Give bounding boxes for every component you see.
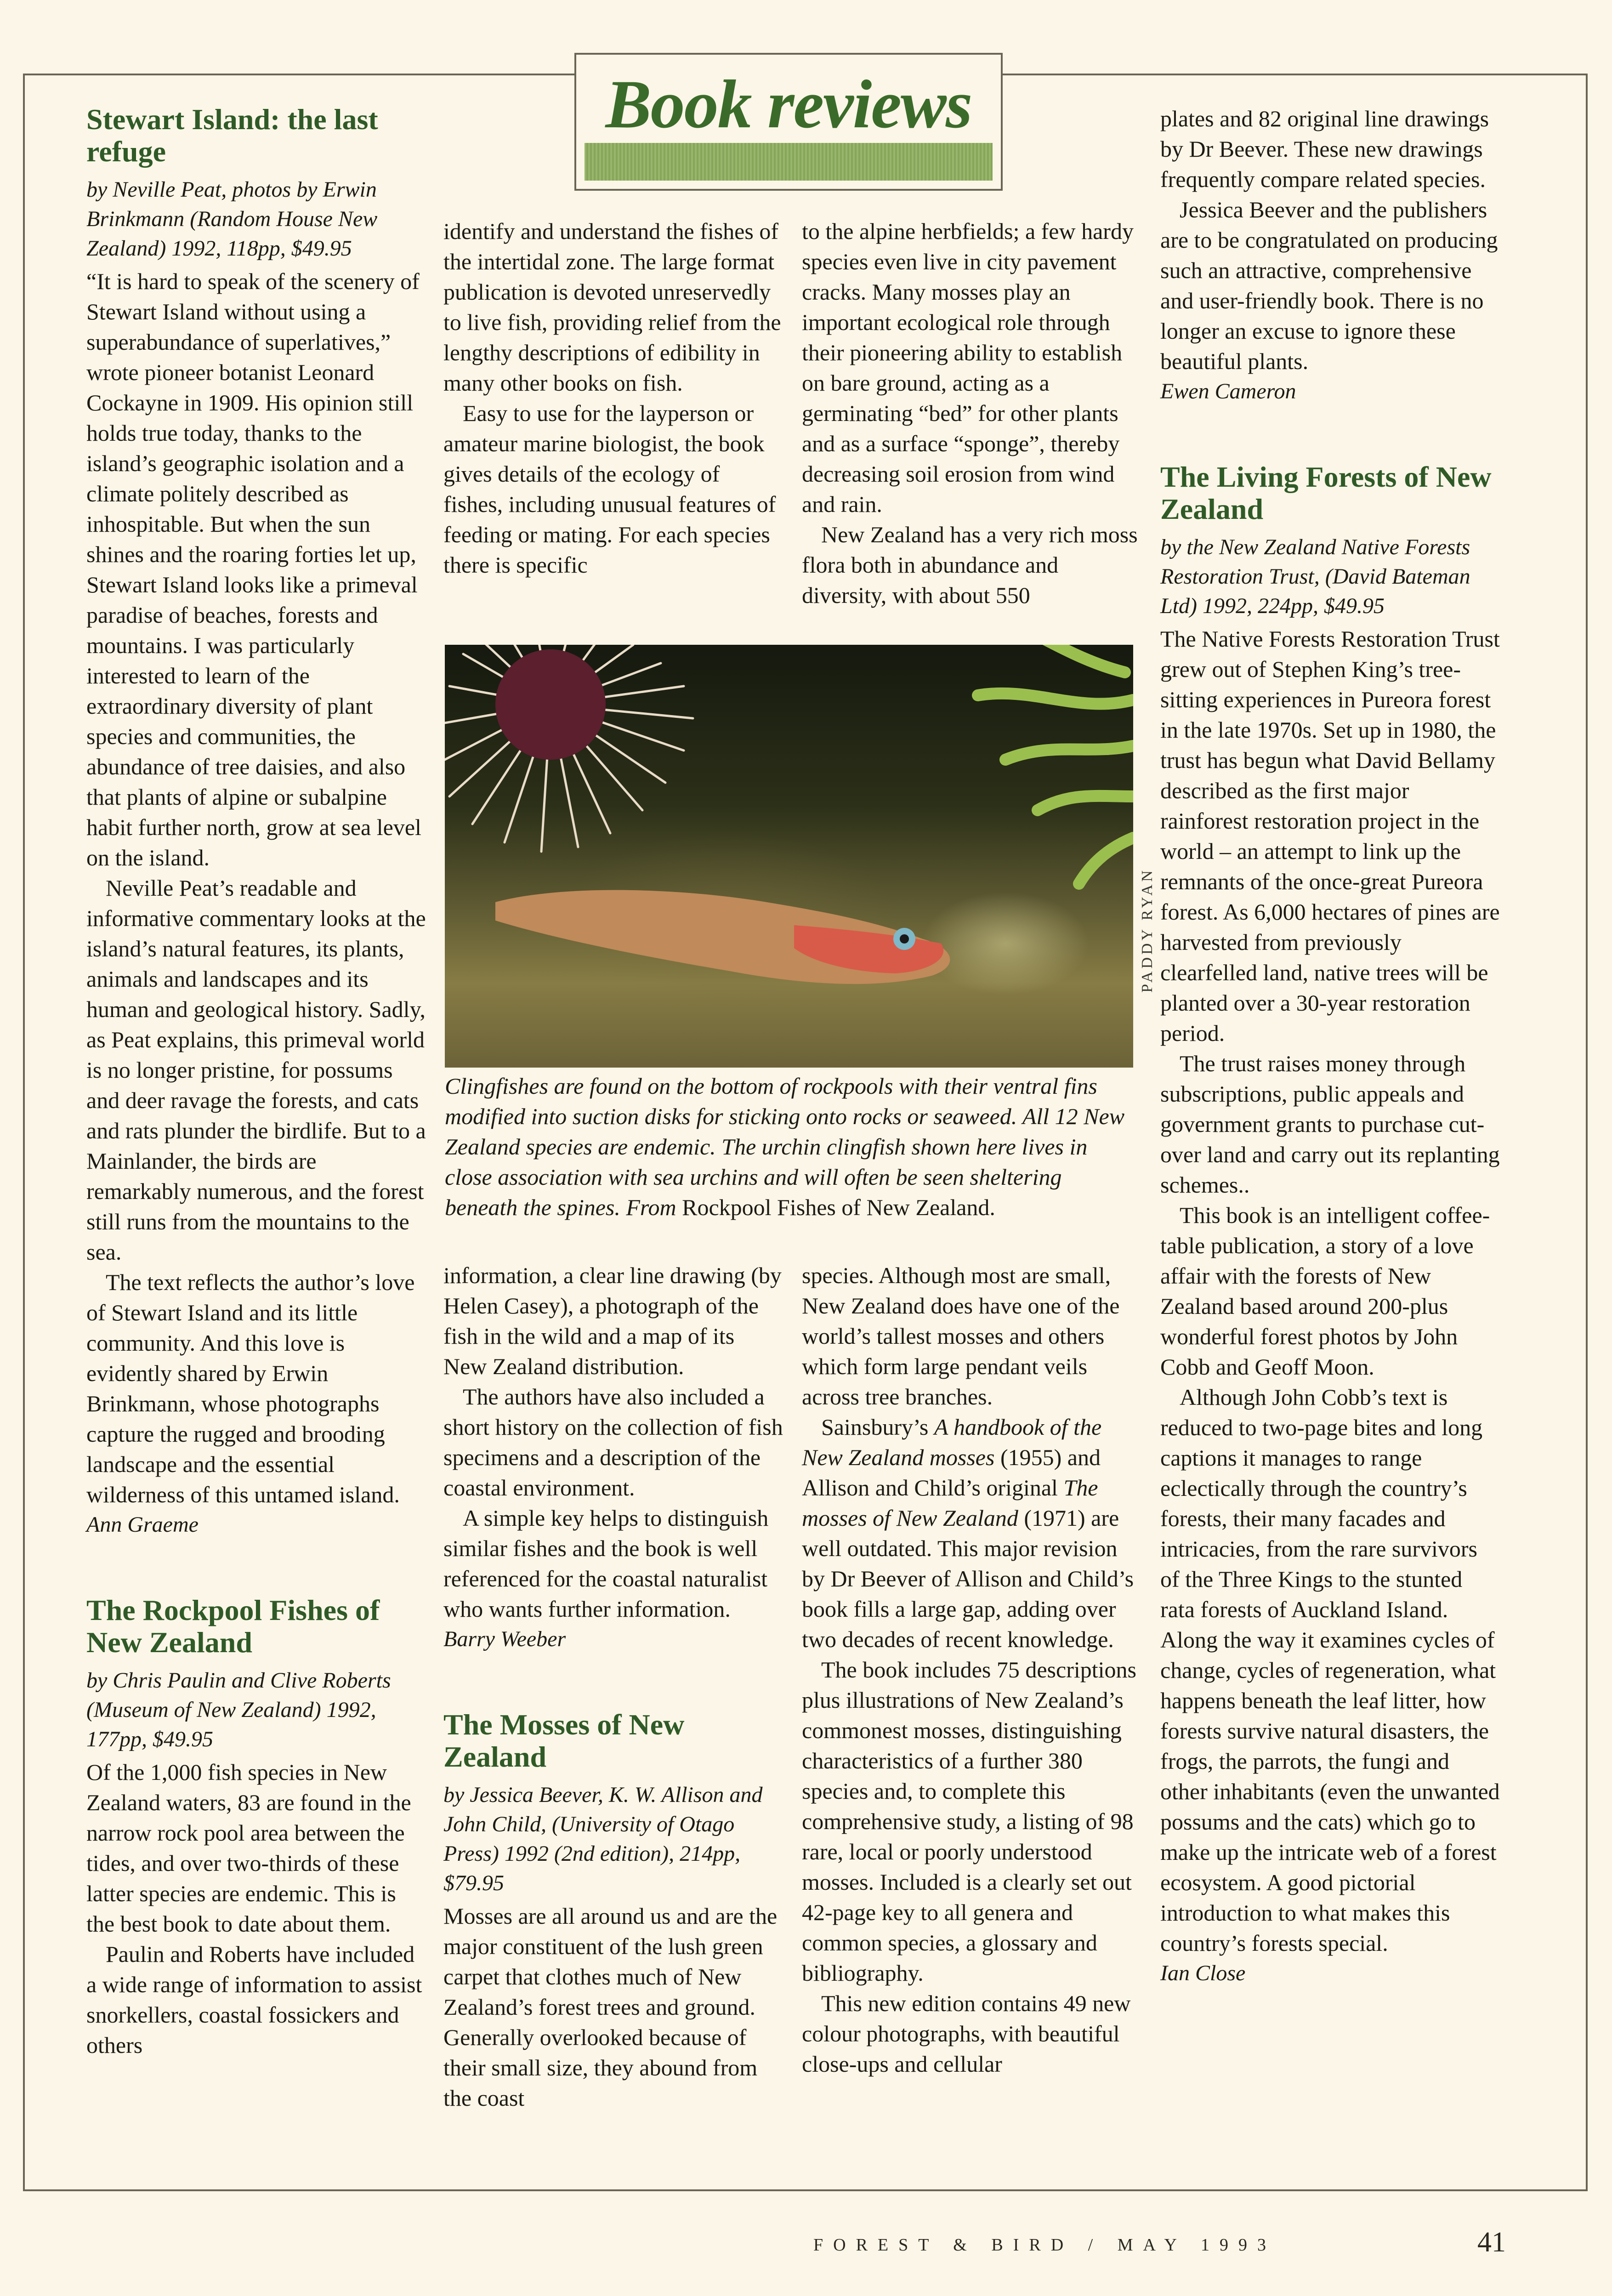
review-signature: Ian Close [1160,1961,1246,1985]
photo-credit: PADDY RYAN [1139,868,1156,993]
review-paragraph: information, a clear line drawing (by Helen Casey), a photograph of the fish in the wild and a map of its New Zealand distribution. [443,1262,782,1379]
review-paragraph: The trust raises money through subscriptions, public appeals and government grants to purchase cut-over land and carry out its replanting schemes.. [1160,1051,1500,1198]
column-3-bottom [802,1260,1142,2079]
review-paragraph: The Native Forests Restoration Trust grew out of Stephen King’s tree-sitting experiences in Pureora forest in the late 1970s. Set up in 1980, the trust has begun what David Bellamy described as the first major rainforest restoration project in the world – an attempt to link up the remnants of the once-great Pureora forest. As 6,000 hectares of pines are harvested from previously clearfelled land, native trees will be planted over a 30-year restoration period. [1160,626,1500,1046]
seaweed [978,645,1133,884]
review-paragraph: Jessica Beever and the publishers are to be congratulated on producing such an attractive, comprehensive and user-friendly book. There is no longer an excuse to ignore these beautiful plants. [1160,197,1498,374]
column-4 [1160,103,1500,1989]
column-3-top [802,216,1142,610]
clingfish [495,890,950,984]
review-byline: by the New Zealand Native Forests Restoration Trust, (David Bateman Ltd) 1992, 224pp, $49.95 [1160,535,1470,618]
review-paragraph: plates and 82 original line drawings by Dr Beever. These new drawings frequently compare related species. [1160,106,1489,192]
review-title-living-forests: The Living Forests of New Zealand [1160,460,1492,525]
review-paragraph: identify and understand the fishes of the intertidal zone. The large format publication is devoted unreservedly to live fish, providing relief from the lengthy descriptions of edibility in many other books on fish. [443,218,781,396]
review-paragraph: New Zealand has a very rich moss flora both in abundance and diversity, with about 550 [802,522,1138,608]
review-byline: by Chris Paulin and Clive Roberts (Museum of New Zealand) 1992, 177pp, $49.95 [86,1668,391,1751]
review-paragraph: Although John Cobb’s text is reduced to two-page bites and long captions it manages to range eclectically through the country’s forests, their many facades and intricacies, from the rare survivors of the Three Kings to the stunted rata forests of Auckland Island. Along the way it examines cycles of change, cycles of regeneration, what happens beneath the leaf litter, how forests survive natural disasters, the frogs, the parrots, the fungi and other inhabitants (even the unwanted possums and the cats) which go to make up the intricate web of a forest ecosystem. A good pictorial introduction to what makes this country’s forests special. [1160,1384,1500,1956]
column-1 [86,103,426,2060]
photo-caption-text: Clingfishes are found on the bottom of rockpools with their ventral fins modified into suction disks for sticking onto rocks or seaweed. All 12 New Zealand species are endemic. The urchin clingfish shown here lives in close association with sea urchins and will often be seen sheltering beneath the spines. From [445,1073,1125,1220]
section-masthead [574,53,1003,191]
column-2-top [443,216,783,580]
review-paragraph: species. Although most are small, New Zealand does have one of the world’s tallest mosses and others which form large pendant veils across tree branches. [802,1262,1120,1409]
review-paragraph: A simple key helps to distinguish similar fishes and the book is well referenced for the coastal naturalist who wants further information. [443,1505,769,1622]
review-paragraph: The text reflects the author’s love of Stewart Island and its little community. And this love is evidently shared by Erwin Brinkmann, whose photographs capture the rugged and brooding landscape and the essential wilderness of this untamed island. [86,1269,415,1507]
review-paragraph: Of the 1,000 fish species in New Zealand waters, 83 are found in the narrow rock pool area between the tides, and over two-thirds of these latter species are endemic. This is the best book to date about them. [86,1759,411,1937]
review-paragraph: Sainsbury’s A handbook of the New Zealand mosses (1955) and Allison and Child’s original The mosses of New Zealand (1971) are well outdated. This major revision by Dr Beever of Allison and Child’s book fills a large gap, adding over two decades of recent knowledge. [802,1414,1134,1652]
review-title-stewart-island: Stewart Island: the last refuge [86,103,378,168]
review-paragraph: This book is an intelligent coffee-table publication, a story of a love affair with the forests of New Zealand based around 200-plus wonderful forest photos by John Cobb and Geoff Moon. [1160,1202,1490,1380]
review-byline: by Jessica Beever, K. W. Allison and John Child, (University of Otago Press) 1992 (2nd edition), 214pp, $79.95 [443,1783,763,1895]
review-title-rockpool-fishes: The Rockpool Fishes of New Zealand [86,1594,380,1659]
review-signature: Ewen Cameron [1160,379,1296,404]
review-paragraph: “It is hard to speak of the scenery of Stewart Island without using a superabundance of superlatives,” wrote pioneer botanist Leonard Cockayne in 1909. His opinion still holds true today, thanks to the island’s geographic isolation and a climate politely described as inhospitable. But when the sun shines and the roaring forties let up, Stewart Island looks like a primeval paradise of beaches, forests and mountains. I was particularly interested to learn of the extraordinary diversity of plant species and communities, the abundance of tree daisies, and also that plants of alpine or subalpine habit further north, grow at sea level on the island. [86,268,421,870]
review-signature: Ann Graeme [86,1512,199,1537]
section-title: Book reviews [605,66,972,142]
clingfish-photo [445,645,1133,1068]
sea-urchin-body [495,649,606,760]
column-2-bottom [443,1260,783,2113]
page-number: 41 [1477,2227,1506,2258]
photo-caption [445,1071,1134,1222]
review-paragraph: Neville Peat’s readable and informative commentary looks at the island’s natural features, its plants, animals and landscapes and its human and geological history. Sadly, as Peat explains, this primeval world is no longer pristine, for possums and deer ravage the forests, and cats and rats plunder the birdlife. But to a Mainlander, the birds are remarkably numerous, and the forest still runs from the mountains to the sea. [86,875,426,1265]
review-signature: Barry Weeber [443,1627,566,1651]
review-title-mosses: The Mosses of New Zealand [443,1708,685,1773]
running-footer: FOREST & BIRD / MAY 1993 [813,2235,1276,2255]
masthead-green-bar [585,143,993,181]
review-paragraph: to the alpine herbfields; a few hardy species even live in city pavement cracks. Many mosses play an important ecological role through their pioneering ability to establish on bare ground, acting as a germinating “bed” for other plants and as a surface “sponge”, thereby decreasing soil erosion from wind and rain. [802,218,1134,517]
review-paragraph: The book includes 75 descriptions plus illustrations of New Zealand’s commonest mosses, distinguishing characteristics of a further 380 species and, to complete this comprehensive study, a listing of 98 rare, local or poorly understood mosses. Included is a clearly set out 42-page key to all genera and common species, a glossary and bibliography. [802,1657,1136,1986]
review-paragraph: Mosses are all around us and are the major constituent of the lush green carpet that clothes much of New Zealand’s forest trees and ground. Generally overlooked because of their small size, they abound from the coast [443,1903,778,2111]
photo-illustration [445,645,1133,1068]
review-byline: by Neville Peat, photos by Erwin Brinkmann (Random House New Zealand) 1992, 118pp, $49.95 [86,177,378,261]
review-paragraph: The authors have also included a short history on the collection of fish specimens and a description of the coastal environment. [443,1384,783,1500]
photo-caption-book-title: Rockpool Fishes of New Zealand. [682,1194,995,1220]
review-paragraph: Paulin and Roberts have included a wide range of information to assist snorkellers, coastal fossickers and others [86,1941,422,2058]
review-paragraph: Easy to use for the layperson or amateur marine biologist, the book gives details of the ecology of fishes, including unusual features of feeding or mating. For each species there is specific [443,400,776,578]
review-paragraph: This new edition contains 49 new colour photographs, with beautiful close-ups and cellular [802,1990,1131,2077]
